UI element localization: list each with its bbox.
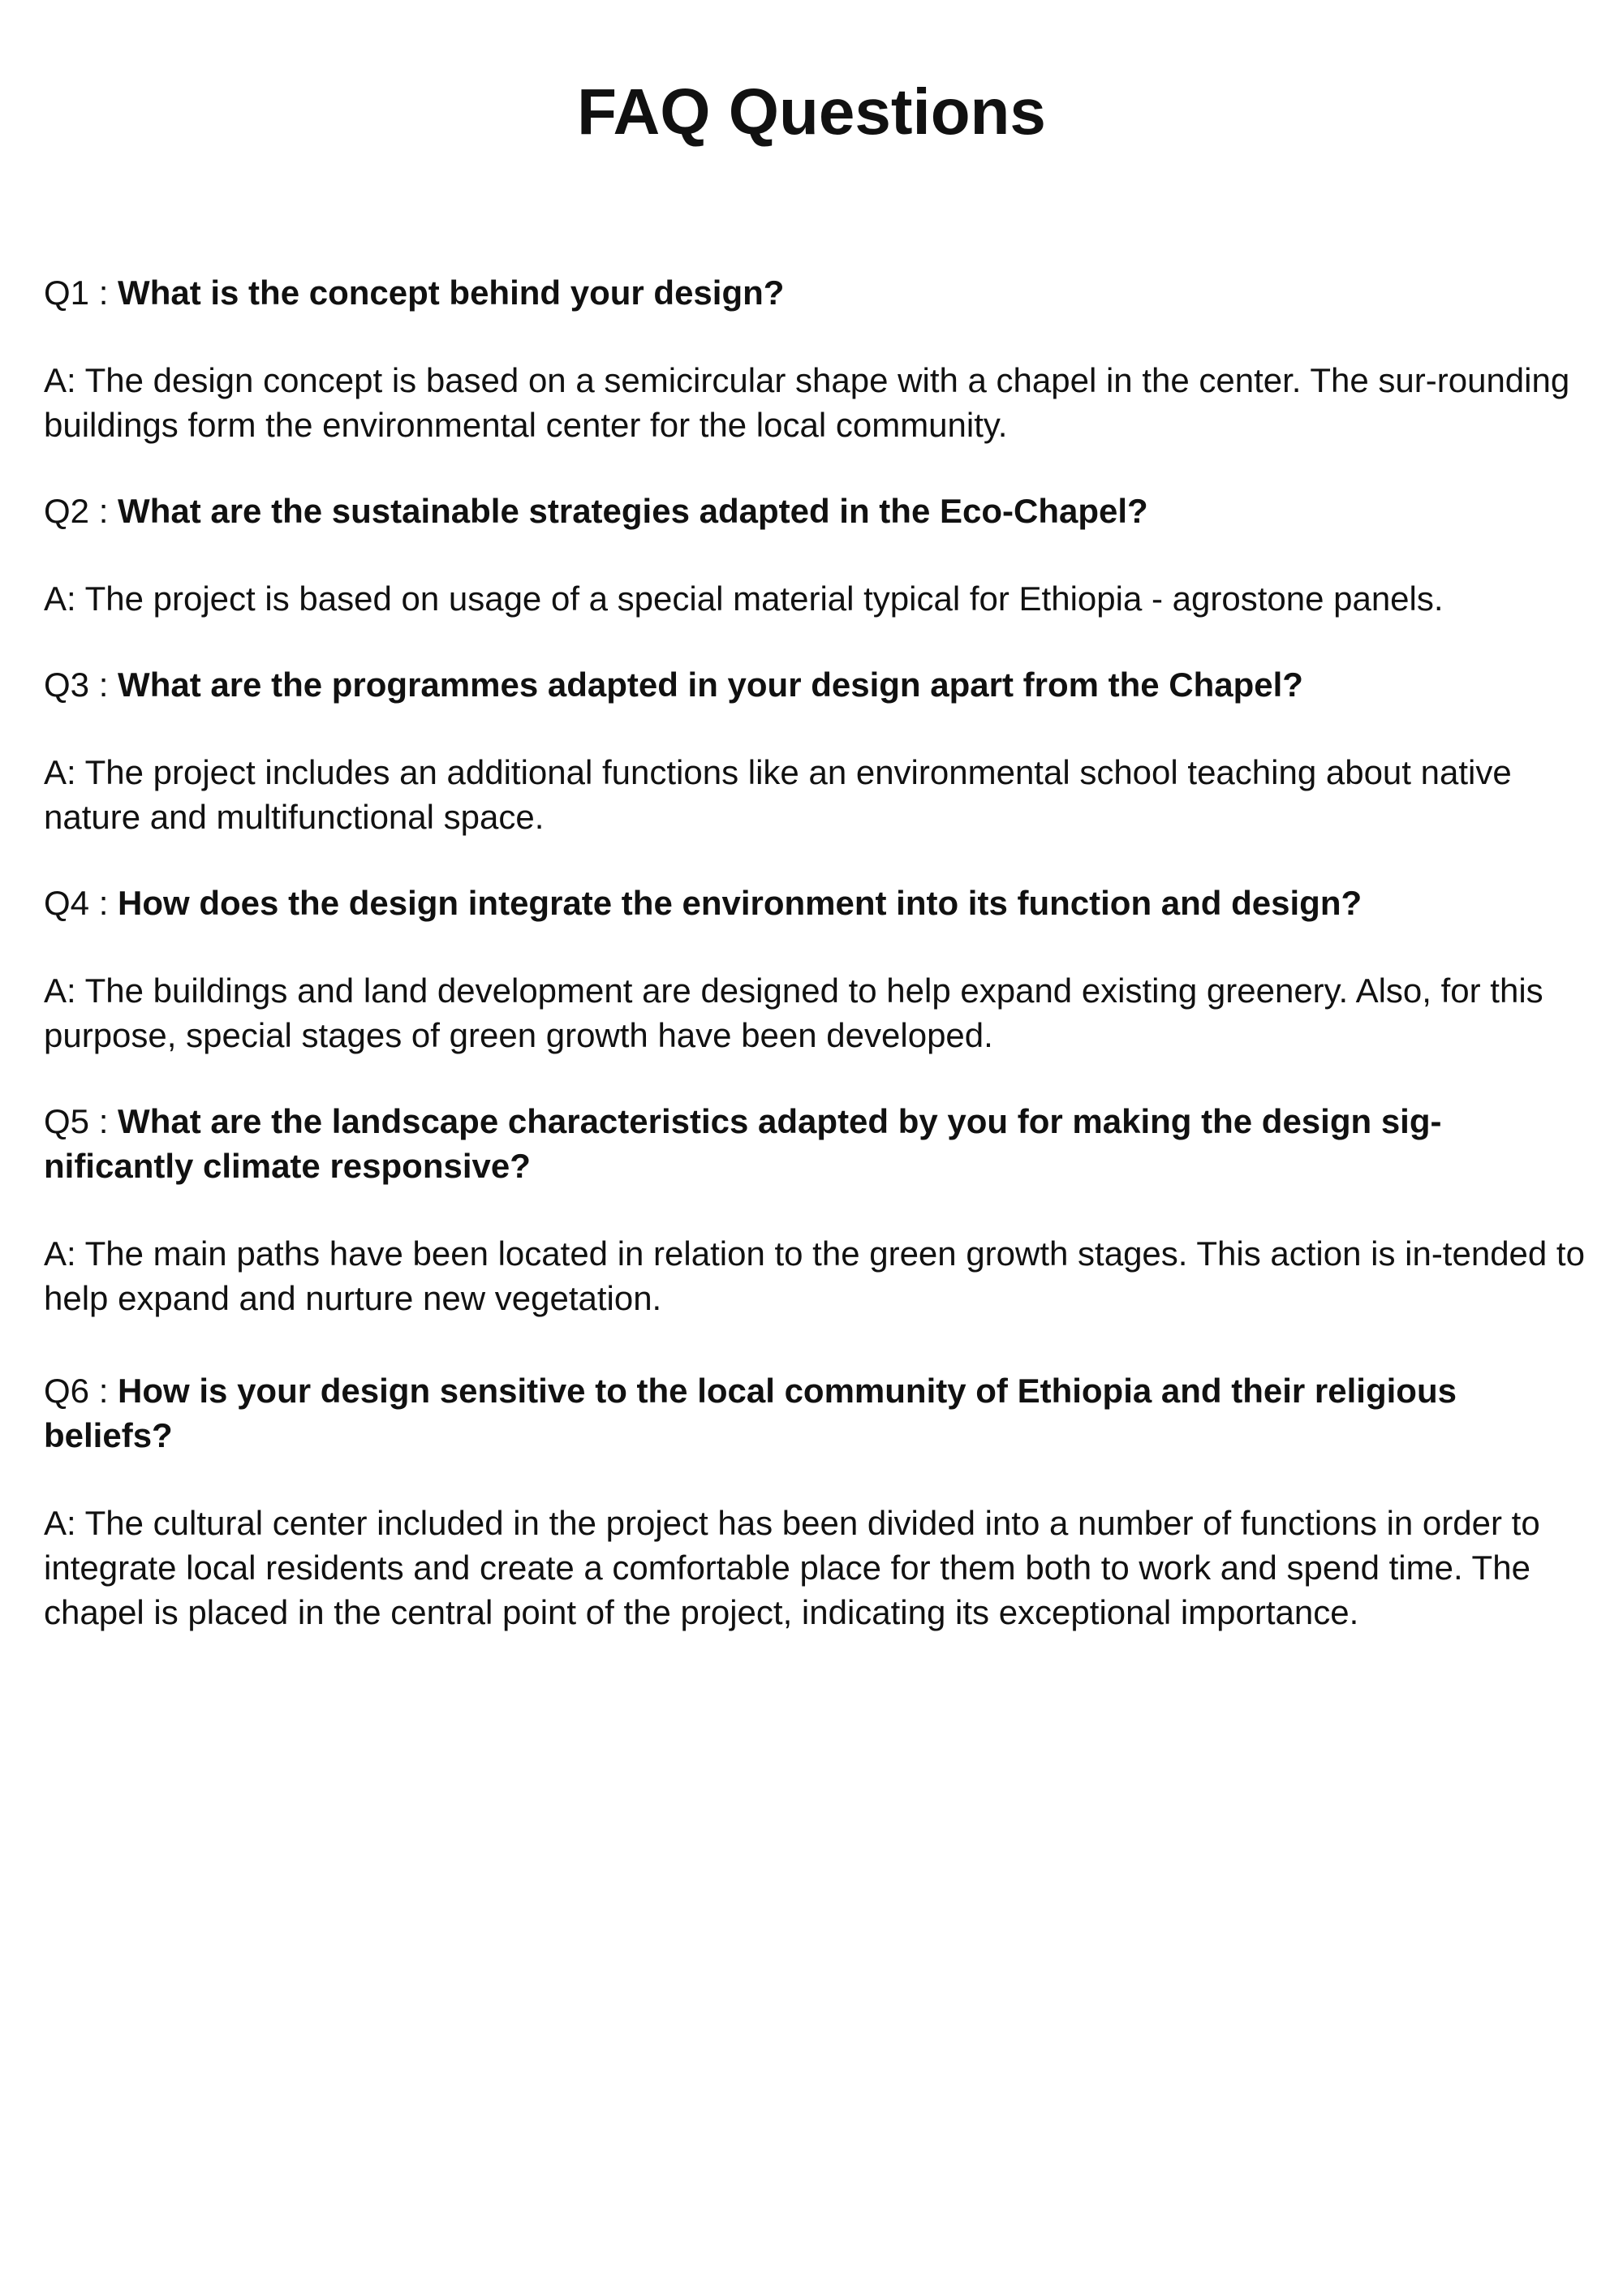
question-text: How is your design sensitive to the local community of Ethiopia and their religious beliefs? xyxy=(44,1372,1457,1454)
faq-question xyxy=(44,1368,1590,1458)
question-separator: : xyxy=(89,274,118,312)
question-number: Q4 xyxy=(44,884,90,922)
question-number: Q6 xyxy=(44,1372,90,1410)
faq-answer: A: The design concept is based on a semicircular shape with a chapel in the center. The sur-rounding buildings form the environmental center for the local community. xyxy=(44,361,1570,444)
faq-list xyxy=(44,270,1590,1635)
faq-answer: A: The buildings and land development are designed to help expand existing greenery. Also, for this purpose, special stages of green growth have been developed. xyxy=(44,971,1543,1054)
question-text: What are the landscape characteristics adapted by you for making the design sig-nificantly climate responsive? xyxy=(44,1102,1442,1185)
question-text: What is the concept behind your design? xyxy=(118,274,785,312)
question-separator: : xyxy=(89,1372,118,1410)
faq-item-q5 xyxy=(44,1099,1590,1320)
question-separator: : xyxy=(89,884,118,922)
question-text: What are the programmes adapted in your design apart from the Chapel? xyxy=(118,666,1303,704)
faq-answer: A: The project is based on usage of a special material typical for Ethiopia - agrostone panels. xyxy=(44,579,1444,618)
question-separator: : xyxy=(89,666,118,704)
faq-answer: A: The cultural center included in the project has been divided into a number of functions in order to integrate local residents and create a comfortable place for them both to work and spend time. The chapel is placed in the central point of the project, indicating its exceptional importance. xyxy=(44,1504,1540,1631)
faq-question xyxy=(44,489,1590,533)
question-text: What are the sustainable strategies adapted in the Eco-Chapel? xyxy=(118,492,1148,530)
faq-item-q3 xyxy=(44,662,1590,839)
question-separator: : xyxy=(89,1102,118,1140)
question-number: Q5 xyxy=(44,1102,90,1140)
question-number: Q1 xyxy=(44,274,90,312)
faq-item-q6 xyxy=(44,1368,1590,1635)
faq-item-q2 xyxy=(44,489,1590,621)
faq-question xyxy=(44,270,1590,315)
faq-question xyxy=(44,1099,1590,1188)
question-number: Q3 xyxy=(44,666,90,704)
question-text: How does the design integrate the environment into its function and design? xyxy=(118,884,1363,922)
page-title: FAQ Questions xyxy=(577,75,1046,148)
faq-item-q4 xyxy=(44,881,1590,1058)
question-number: Q2 xyxy=(44,492,90,530)
question-separator: : xyxy=(89,492,118,530)
faq-item-q1 xyxy=(44,270,1590,447)
faq-answer: A: The main paths have been located in relation to the green growth stages. This action is in-tended to help expand and nurture new vegetation. xyxy=(44,1234,1585,1317)
faq-question xyxy=(44,881,1590,925)
faq-answer: A: The project includes an additional functions like an environmental school teaching about native nature and multifunctional space. xyxy=(44,753,1512,836)
faq-question xyxy=(44,662,1590,707)
